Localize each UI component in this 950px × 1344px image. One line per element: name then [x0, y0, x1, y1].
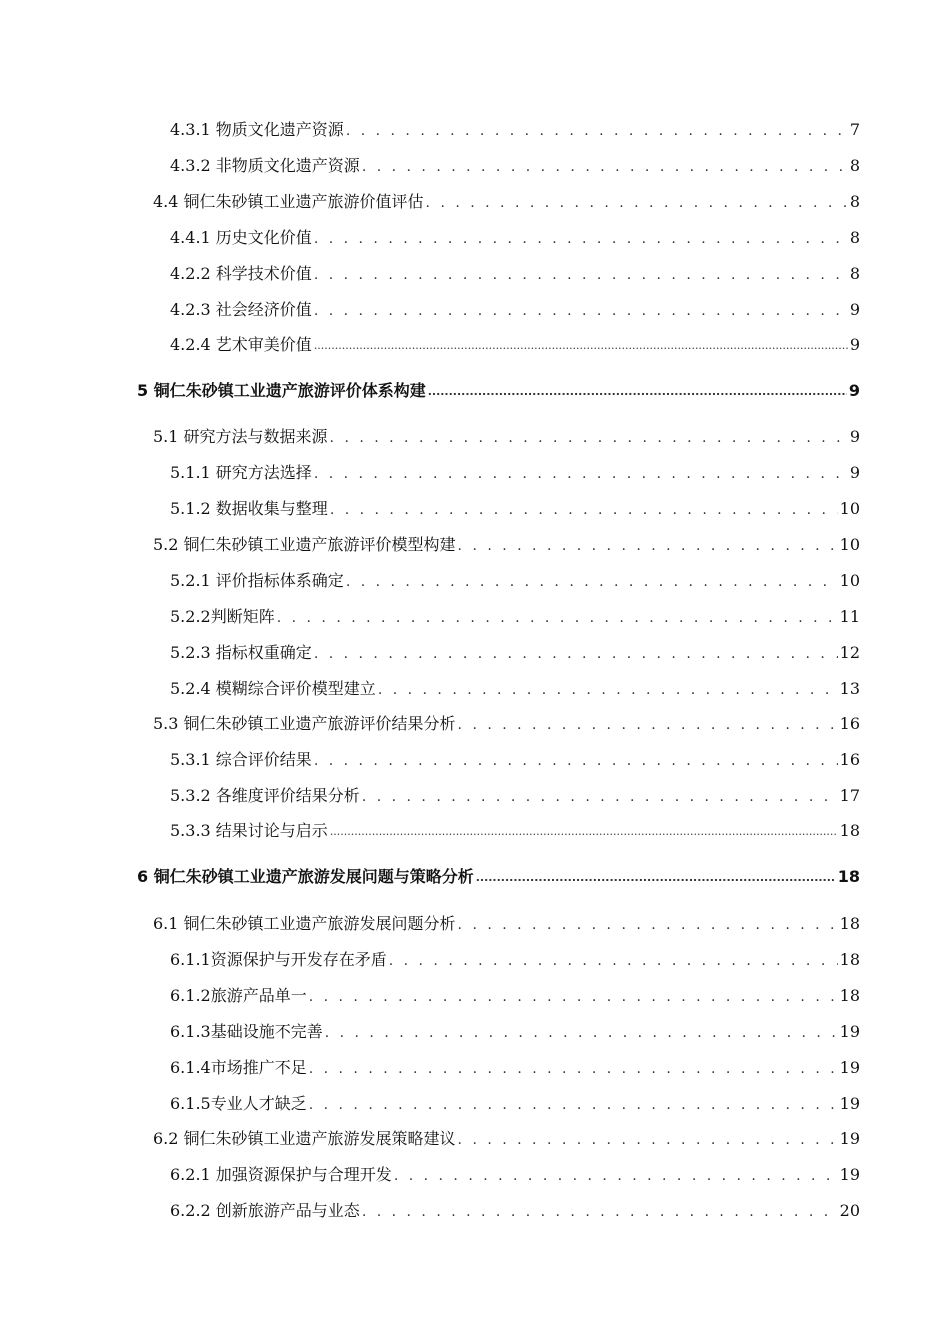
- toc-page-number: 10: [839, 499, 860, 518]
- toc-leader: [314, 465, 848, 483]
- toc-page-number: 18: [839, 914, 860, 933]
- toc-entry[interactable]: [170, 679, 860, 699]
- toc-entry-title: 5 铜仁朱砂镇工业遗产旅游评价体系构建: [137, 381, 426, 400]
- toc-page-number: 19: [839, 1022, 860, 1041]
- toc-page-number: 8: [849, 228, 860, 247]
- toc-entry-title: 5.2.4 模糊综合评价模型建立: [170, 679, 376, 698]
- toc-entry[interactable]: [170, 228, 860, 248]
- toc-entry[interactable]: [170, 1094, 860, 1114]
- toc-page-number: 16: [839, 714, 860, 733]
- toc-entry[interactable]: [170, 120, 860, 140]
- toc-entry[interactable]: [153, 1129, 860, 1149]
- toc-entry-title: 4.2.4 艺术审美价值: [170, 335, 312, 354]
- toc-leader: [476, 869, 836, 887]
- toc-leader: [325, 1024, 838, 1042]
- toc-entry-title: 5.2.2判断矩阵: [170, 607, 275, 626]
- toc-leader: [362, 1203, 838, 1221]
- toc-page-number: 20: [839, 1201, 860, 1220]
- toc-leader: [330, 823, 838, 841]
- toc-entry-title: 6.1.2旅游产品单一: [170, 986, 307, 1005]
- toc-page-number: 13: [839, 679, 860, 698]
- toc-entry[interactable]: [170, 1058, 860, 1078]
- toc-entry-title: 5.3.2 各维度评价结果分析: [170, 786, 360, 805]
- toc-entry-title: 4.2.3 社会经济价值: [170, 300, 312, 319]
- toc-entry-title: 5.1.2 数据收集与整理: [170, 499, 328, 518]
- toc-entry[interactable]: [153, 192, 860, 212]
- toc-entry-title: 6.1.5专业人才缺乏: [170, 1094, 307, 1113]
- toc-leader: [277, 609, 838, 627]
- toc-leader: [428, 383, 847, 401]
- toc-entry[interactable]: [170, 335, 860, 355]
- toc-entry-title: 5.2.1 评价指标体系确定: [170, 571, 344, 590]
- toc-leader: [309, 988, 838, 1006]
- toc-page-number: 19: [839, 1058, 860, 1077]
- toc-page-number: 10: [839, 535, 860, 554]
- toc-page-number: 18: [837, 867, 860, 886]
- toc-leader: [378, 681, 838, 699]
- toc-entry[interactable]: [170, 1201, 860, 1221]
- toc-leader: [458, 716, 838, 734]
- toc-entry-title: 5.1.1 研究方法选择: [170, 463, 312, 482]
- toc-entry[interactable]: [170, 821, 860, 841]
- toc-page-number: 9: [848, 381, 860, 400]
- toc-page-number: 17: [839, 786, 860, 805]
- toc-entry-title: 5.3.3 结果讨论与启示: [170, 821, 328, 840]
- toc-page-number: 18: [839, 821, 860, 840]
- toc-entry[interactable]: [170, 607, 860, 627]
- toc-leader: [314, 645, 838, 663]
- toc-entry[interactable]: [170, 571, 860, 591]
- toc-leader: [330, 429, 848, 447]
- toc-entry-title: 6.1.4市场推广不足: [170, 1058, 307, 1077]
- toc-page-number: 16: [839, 750, 860, 769]
- toc-entry-title: 4.4.1 历史文化价值: [170, 228, 312, 247]
- toc-leader: [458, 1131, 838, 1149]
- toc-entry-title: 5.3 铜仁朱砂镇工业遗产旅游评价结果分析: [153, 714, 456, 733]
- toc-entry-title: 6.1.3基础设施不完善: [170, 1022, 323, 1041]
- toc-page-number: 9: [849, 300, 860, 319]
- toc-page-number: 19: [839, 1129, 860, 1148]
- toc-entry-title: 4.3.2 非物质文化遗产资源: [170, 156, 360, 175]
- toc-entry[interactable]: [153, 427, 860, 447]
- toc-leader: [362, 158, 848, 176]
- toc-entry[interactable]: [170, 463, 860, 483]
- toc-leader: [330, 501, 838, 519]
- toc-entry-title: 4.4 铜仁朱砂镇工业遗产旅游价值评估: [153, 192, 424, 211]
- toc-entry[interactable]: [170, 156, 860, 176]
- toc-leader: [362, 788, 838, 806]
- toc-page-number: 9: [849, 427, 860, 446]
- toc-entry[interactable]: [170, 950, 860, 970]
- toc-entry[interactable]: [170, 264, 860, 284]
- toc-leader: [346, 122, 848, 140]
- toc-leader: [314, 302, 848, 320]
- toc-entry[interactable]: [170, 750, 860, 770]
- toc-page-number: 7: [849, 120, 860, 139]
- toc-leader: [346, 573, 838, 591]
- toc-page-number: 8: [849, 264, 860, 283]
- toc-entry-title: 6.1 铜仁朱砂镇工业遗产旅游发展问题分析: [153, 914, 456, 933]
- toc-leader: [309, 1060, 838, 1078]
- toc-entry[interactable]: [170, 786, 860, 806]
- toc-leader: [314, 266, 848, 284]
- toc-page-number: 19: [839, 1094, 860, 1113]
- toc-entry[interactable]: [153, 535, 860, 555]
- toc-entry-title: 5.3.1 综合评价结果: [170, 750, 312, 769]
- toc-page-number: 8: [849, 156, 860, 175]
- toc-entry-title: 5.1 研究方法与数据来源: [153, 427, 328, 446]
- toc-page-number: 9: [849, 463, 860, 482]
- toc-entry-title: 6.2 铜仁朱砂镇工业遗产旅游发展策略建议: [153, 1129, 456, 1148]
- toc-entry[interactable]: [170, 1022, 860, 1042]
- toc-entry[interactable]: [153, 914, 860, 934]
- toc-entry-title: 5.2 铜仁朱砂镇工业遗产旅游评价模型构建: [153, 535, 456, 554]
- toc-chapter-entry[interactable]: [137, 381, 860, 401]
- toc-leader: [458, 916, 838, 934]
- toc-leader: [394, 1167, 838, 1185]
- toc-page-number: 18: [839, 986, 860, 1005]
- toc-leader: [314, 230, 848, 248]
- toc-page-number: 12: [839, 643, 860, 662]
- toc-leader: [309, 1096, 838, 1114]
- toc-entry[interactable]: [170, 986, 860, 1006]
- toc-entry-title: 6 铜仁朱砂镇工业遗产旅游发展问题与策略分析: [137, 867, 474, 886]
- toc-leader: [314, 752, 838, 770]
- toc-entry[interactable]: [153, 714, 860, 734]
- toc-entry[interactable]: [170, 300, 860, 320]
- toc-entry-title: 6.2.1 加强资源保护与合理开发: [170, 1165, 392, 1184]
- toc-leader: [389, 952, 838, 970]
- toc-page-number: 11: [839, 607, 860, 626]
- toc-page-number: 8: [849, 192, 860, 211]
- toc-leader: [458, 537, 838, 555]
- toc-page-number: 9: [849, 335, 860, 354]
- toc-entry-title: 5.2.3 指标权重确定: [170, 643, 312, 662]
- toc-leader: [426, 194, 848, 212]
- toc-entry-title: 6.2.2 创新旅游产品与业态: [170, 1201, 360, 1220]
- toc-page-number: 18: [839, 950, 860, 969]
- toc-entry-title: 6.1.1资源保护与开发存在矛盾: [170, 950, 387, 969]
- toc-leader: [314, 337, 848, 355]
- toc-entry[interactable]: [170, 643, 860, 663]
- toc-page-number: 10: [839, 571, 860, 590]
- toc-page-number: 19: [839, 1165, 860, 1184]
- toc-entry[interactable]: [170, 1165, 860, 1185]
- toc-chapter-entry[interactable]: [137, 867, 860, 887]
- toc-entry-title: 4.2.2 科学技术价值: [170, 264, 312, 283]
- toc-entry[interactable]: [170, 499, 860, 519]
- toc-entry-title: 4.3.1 物质文化遗产资源: [170, 120, 344, 139]
